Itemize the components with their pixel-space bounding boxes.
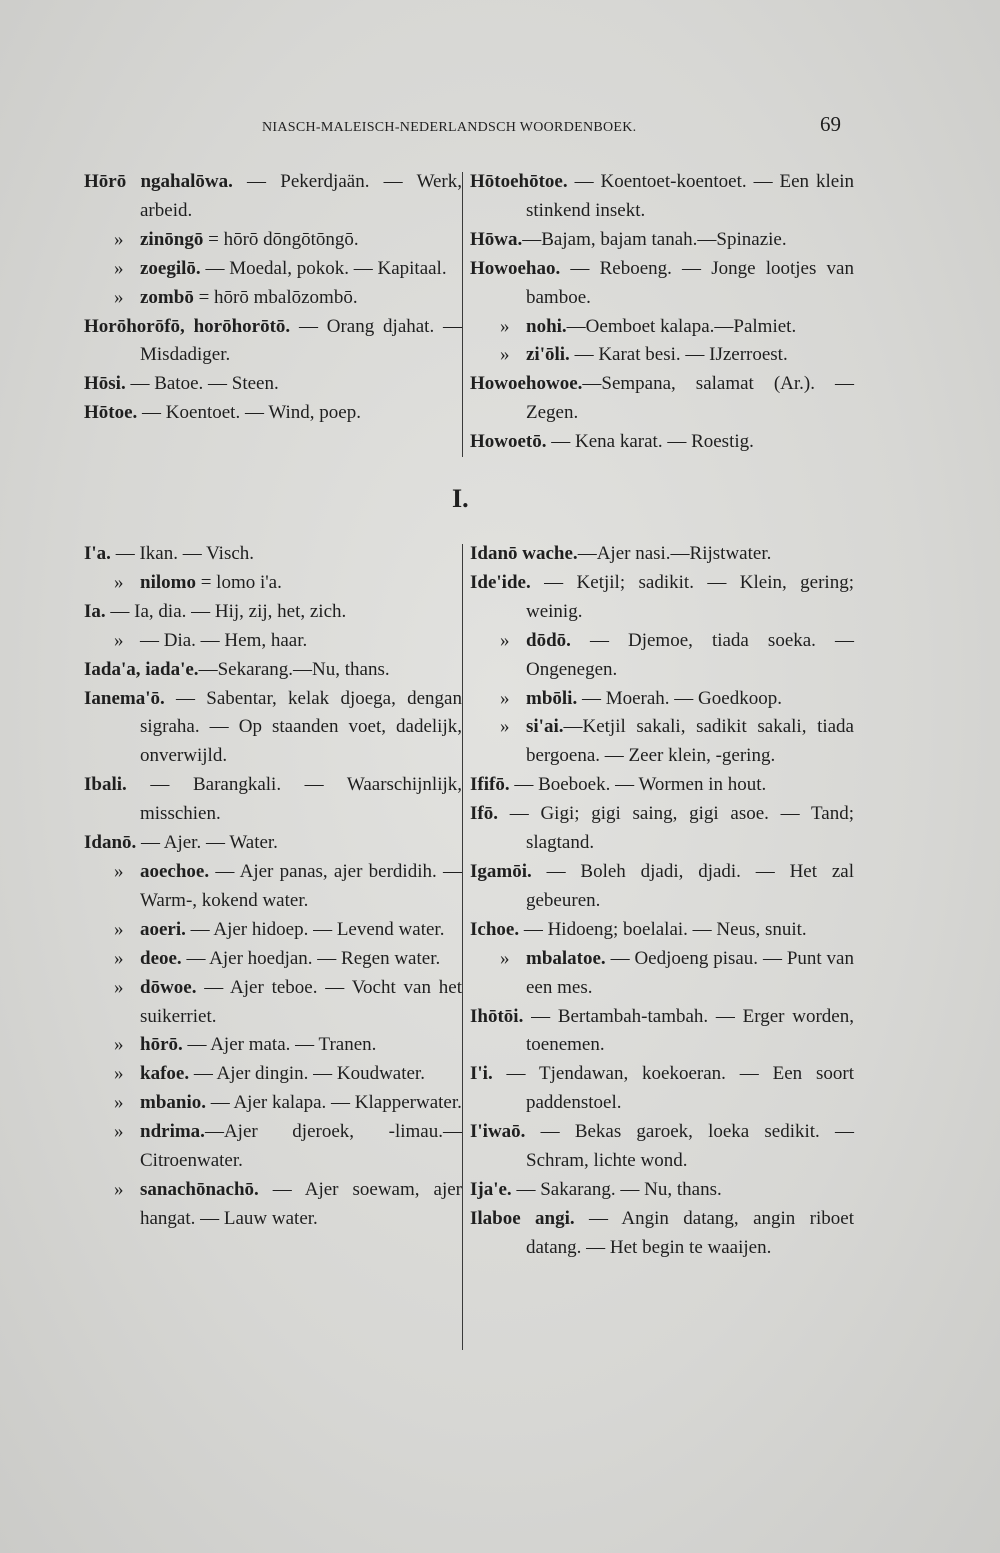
headword: Hōtoe. bbox=[84, 402, 138, 424]
definition: — Angin datang, angin riboet datang. — Het begin te waaijen. bbox=[526, 1207, 854, 1258]
definition: — Ajer teboe. — Vocht van het suikerriet. bbox=[140, 976, 462, 1027]
definition: — Ajer mata. — Tranen. bbox=[182, 1034, 377, 1056]
dictionary-entry bbox=[84, 313, 462, 371]
subentry bbox=[84, 1118, 462, 1176]
definition: — Ajer hoedjan. — Regen water. bbox=[181, 947, 441, 969]
dictionary-entry bbox=[84, 685, 462, 772]
column-lower-left bbox=[84, 540, 462, 1234]
definition: —Sempana, salamat (Ar.). — Zegen. bbox=[526, 373, 854, 424]
subentry bbox=[470, 627, 854, 685]
dictionary-entry bbox=[470, 771, 854, 800]
subentry bbox=[470, 713, 854, 771]
definition: — Kena karat. — Roestig. bbox=[546, 431, 754, 453]
definition: — Gigi; gigi saing, gigi asoe. — Tand; slagtand. bbox=[497, 803, 854, 854]
dictionary-entry bbox=[470, 226, 854, 255]
ditto-mark: » bbox=[500, 629, 510, 651]
definition: —Ajer nasi.—Rijstwater. bbox=[577, 543, 772, 564]
headword: Ifō. bbox=[470, 803, 498, 825]
definition: — Ajer hidoep. — Levend water. bbox=[185, 918, 445, 940]
ditto-mark: » bbox=[114, 1034, 124, 1056]
definition: — Ajer panas, ajer berdidih. — Warm-, kokend water. bbox=[140, 860, 462, 911]
definition: — Tjendawan, koekoeran. — Een soort paddenstoel. bbox=[492, 1063, 854, 1114]
definition: — Koentoet-koentoet. — Een klein stinkend insekt. bbox=[526, 171, 854, 221]
dictionary-entry bbox=[84, 540, 462, 569]
subentry bbox=[470, 945, 854, 1003]
headword: Ianema'ō. bbox=[84, 687, 165, 709]
ditto-mark: » bbox=[114, 860, 124, 882]
headword: mbalatoe. bbox=[526, 947, 606, 969]
subentry bbox=[84, 1060, 462, 1089]
ditto-mark: » bbox=[114, 257, 124, 279]
dictionary-entry bbox=[84, 399, 462, 428]
headword: zombō bbox=[140, 286, 194, 308]
definition: — Ajer kalapa. — Klapperwater. bbox=[206, 1092, 462, 1114]
dictionary-entry bbox=[470, 370, 854, 428]
ditto-mark: » bbox=[114, 571, 124, 593]
headword: deoe. bbox=[140, 947, 182, 969]
dictionary-entry bbox=[84, 771, 462, 829]
headword: si'ai. bbox=[526, 716, 564, 738]
headword: mbōli. bbox=[526, 687, 578, 709]
dictionary-entry bbox=[84, 370, 462, 399]
definition: — Sakarang. — Nu, thans. bbox=[511, 1178, 722, 1200]
definition: — Boleh djadi, djadi. — Het zal gebeuren. bbox=[526, 860, 854, 911]
definition: —Bajam, bajam tanah.—Spinazie. bbox=[522, 228, 787, 250]
definition: = hōrō mbalōzombō. bbox=[193, 286, 358, 308]
ditto-mark: » bbox=[114, 1178, 124, 1200]
headword: aoechoe. bbox=[140, 860, 210, 882]
headword: Ibali. bbox=[84, 774, 127, 796]
definition: — Boeboek. — Wormen in hout. bbox=[509, 774, 767, 796]
subentry bbox=[84, 1031, 462, 1060]
headword: Ilaboe angi. bbox=[470, 1207, 575, 1229]
dictionary-entry bbox=[470, 168, 854, 226]
headword: Howoetō. bbox=[470, 431, 547, 453]
column-rule-upper bbox=[462, 172, 463, 457]
dictionary-entry bbox=[470, 1118, 854, 1176]
subentry bbox=[84, 916, 462, 945]
headword: Hōtoehōtoe. bbox=[470, 171, 568, 192]
definition: —Ajer djeroek, -limau.— Citroenwater. bbox=[140, 1121, 462, 1172]
headword: Ide'ide. bbox=[470, 571, 531, 593]
definition: —Oemboet kalapa.—Palmiet. bbox=[566, 315, 797, 337]
dictionary-entry bbox=[470, 800, 854, 858]
headword: Idanō wache. bbox=[470, 543, 578, 564]
definition: — Sabentar, kelak djoega, dengan sigraha. — Op staanden voet, dadelijk, onverwijld. bbox=[140, 687, 462, 767]
ditto-mark: » bbox=[114, 1121, 124, 1143]
definition: — Ajer soewam, ajer hangat. — Lauw water. bbox=[140, 1178, 462, 1229]
headword: Howoehowoe. bbox=[470, 373, 583, 395]
headword: Horōhorōfō, horōhorōtō. bbox=[84, 315, 291, 337]
ditto-mark: » bbox=[114, 629, 124, 651]
dictionary-entry bbox=[470, 540, 854, 569]
headword: Hōwa. bbox=[470, 228, 523, 250]
subentry bbox=[84, 1089, 462, 1118]
definition: —Ketjil sakali, sadikit sakali, tiada bergoena. — Zeer klein, -gering. bbox=[526, 716, 854, 767]
dictionary-entry bbox=[470, 1060, 854, 1118]
definition: — Koentoet. — Wind, poep. bbox=[137, 402, 361, 424]
subentry bbox=[84, 945, 462, 974]
definition: — Karat besi. — IJzerroest. bbox=[569, 344, 788, 366]
definition: — Ketjil; sadikit. — Klein, gering; weinig. bbox=[526, 571, 854, 622]
definition: — Reboeng. — Jonge lootjes van bamboe. bbox=[526, 257, 854, 308]
ditto-mark: » bbox=[114, 228, 124, 250]
dictionary-entry bbox=[470, 569, 854, 627]
definition: — Bertambah-tambah. — Erger worden, toenemen. bbox=[523, 1005, 854, 1056]
dictionary-entry bbox=[84, 168, 462, 226]
section-letter: I. bbox=[452, 484, 469, 513]
headword: dōdō. bbox=[526, 629, 571, 651]
ditto-mark: » bbox=[500, 344, 510, 366]
headword: mbanio. bbox=[140, 1092, 206, 1114]
headword: Ififō. bbox=[470, 774, 510, 796]
headword: I'i. bbox=[470, 1063, 493, 1085]
headword: Idanō. bbox=[84, 832, 137, 854]
subentry bbox=[84, 255, 462, 284]
definition: — Pekerdjaän. — Werk, arbeid. bbox=[140, 171, 462, 221]
headword: zinōngō bbox=[140, 228, 204, 250]
ditto-mark: » bbox=[114, 976, 124, 998]
headword: Ia. bbox=[84, 600, 106, 622]
headword: Howoehao. bbox=[470, 257, 561, 279]
page-number: 69 bbox=[820, 112, 841, 136]
headword: aoeri. bbox=[140, 918, 186, 940]
ditto-mark: » bbox=[500, 716, 510, 738]
headword: Ichoe. bbox=[470, 918, 520, 940]
ditto-mark: » bbox=[114, 918, 124, 940]
headword: dōwoe. bbox=[140, 976, 197, 998]
definition: —Sekarang.—Nu, thans. bbox=[198, 658, 390, 680]
definition: = lomo i'a. bbox=[195, 571, 282, 593]
dictionary-entry bbox=[470, 255, 854, 313]
running-title: NIASCH-MALEISCH-NEDERLANDSCH WOORDENBOEK. bbox=[262, 120, 637, 135]
headword: hōrō. bbox=[140, 1034, 183, 1056]
subentry bbox=[84, 569, 462, 598]
ditto-mark: » bbox=[114, 286, 124, 308]
dictionary-entry bbox=[470, 1003, 854, 1061]
ditto-mark: » bbox=[500, 947, 510, 969]
definition: — Ajer. — Water. bbox=[136, 832, 278, 854]
dictionary-entry bbox=[470, 1176, 854, 1205]
headword: nohi. bbox=[526, 315, 567, 337]
dictionary-entry bbox=[470, 1205, 854, 1263]
definition: — Dia. — Hem, haar. bbox=[140, 629, 308, 651]
headword: zoegilō. bbox=[140, 257, 201, 279]
headword: ndrima. bbox=[140, 1121, 205, 1143]
definition: — Ikan. — Visch. bbox=[110, 543, 255, 564]
ditto-mark: » bbox=[500, 687, 510, 709]
headword: Ija'e. bbox=[470, 1178, 512, 1200]
definition: — Ajer dingin. — Koudwater. bbox=[189, 1063, 425, 1085]
dictionary-entry bbox=[84, 829, 462, 858]
subentry bbox=[84, 974, 462, 1032]
definition: — Orang djahat. — Misdadiger. bbox=[140, 315, 463, 366]
ditto-mark: » bbox=[114, 1092, 124, 1114]
running-head bbox=[0, 112, 1000, 138]
definition: = hōrō dōngōtōngō. bbox=[203, 228, 359, 250]
headword: Igamōi. bbox=[470, 860, 532, 882]
column-upper-right bbox=[470, 168, 854, 457]
definition: — Djemoe, tiada soeka. — Ongenegen. bbox=[526, 629, 854, 680]
definition: — Moerah. — Goedkoop. bbox=[577, 687, 782, 709]
definition: — Moedal, pokok. — Kapitaal. bbox=[200, 257, 447, 279]
dictionary-entry bbox=[470, 858, 854, 916]
headword: kafoe. bbox=[140, 1063, 190, 1085]
definition: — Barangkali. — Waarschijnlijk, misschien. bbox=[126, 774, 462, 825]
headword: zi'ōli. bbox=[526, 344, 570, 366]
ditto-mark: » bbox=[500, 315, 510, 337]
headword: I'iwaō. bbox=[470, 1121, 526, 1143]
ditto-mark: » bbox=[114, 947, 124, 969]
subentry bbox=[84, 226, 462, 255]
dictionary-entry bbox=[470, 916, 854, 945]
subentry bbox=[84, 1176, 462, 1234]
headword: Hōrō ngahalōwa. bbox=[84, 171, 233, 192]
dictionary-entry bbox=[84, 598, 462, 627]
definition: — Ia, dia. — Hij, zij, het, zich. bbox=[105, 600, 347, 622]
headword: nilomo bbox=[140, 571, 196, 593]
subentry bbox=[470, 685, 854, 714]
headword: Iada'a, iada'e. bbox=[84, 658, 199, 680]
ditto-mark: » bbox=[114, 1063, 124, 1085]
subentry bbox=[84, 858, 462, 916]
headword: sanachōnachō. bbox=[140, 1178, 259, 1200]
column-rule-lower bbox=[462, 544, 463, 1350]
column-upper-left bbox=[84, 168, 462, 428]
subentry bbox=[84, 627, 462, 656]
subentry bbox=[470, 341, 854, 370]
headword: I'a. bbox=[84, 543, 111, 564]
column-lower-right bbox=[470, 540, 854, 1263]
definition: — Bekas garoek, loeka sedikit. — Schram, lichte wond. bbox=[525, 1121, 854, 1172]
definition: — Hidoeng; boelalai. — Neus, snuit. bbox=[519, 918, 807, 940]
dictionary-entry bbox=[470, 428, 854, 457]
subentry bbox=[470, 313, 854, 342]
headword: Ihōtōi. bbox=[470, 1005, 524, 1027]
definition: — Batoe. — Steen. bbox=[125, 373, 279, 395]
subentry bbox=[84, 284, 462, 313]
dictionary-entry bbox=[84, 656, 462, 685]
definition: — Oedjoeng pisau. — Punt van een mes. bbox=[526, 947, 854, 998]
headword: Hōsi. bbox=[84, 373, 126, 395]
